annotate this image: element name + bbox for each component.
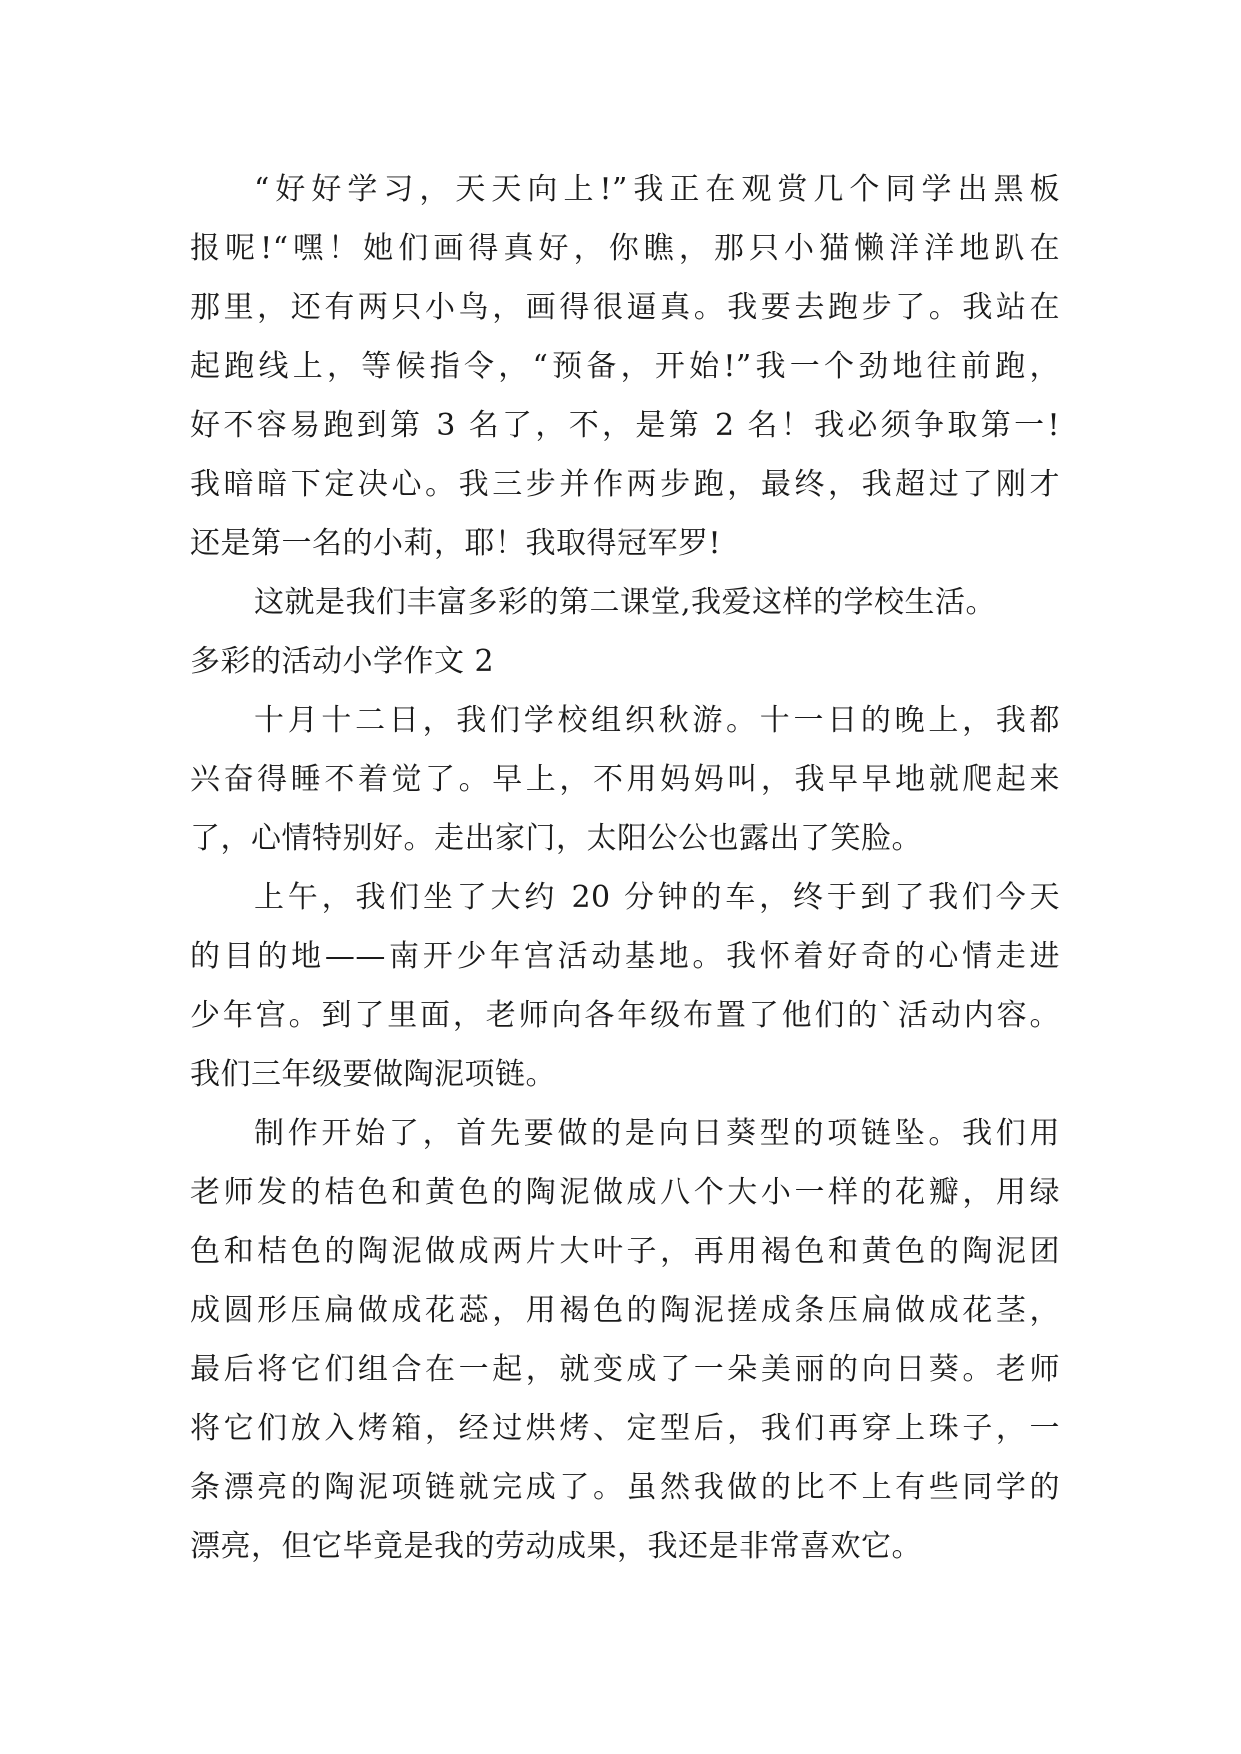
- text-line: 最后将它们组合在一起，就变成了一朵美丽的向日葵。老师: [190, 1352, 1060, 1387]
- text-line: 将它们放入烤箱，经过烘烤、定型后，我们再穿上珠子，一: [190, 1411, 1060, 1446]
- text-line: 条漂亮的陶泥项链就完成了。虽然我做的比不上有些同学的: [190, 1470, 1060, 1505]
- paragraph-autumn-trip: [190, 691, 1060, 868]
- text-line: 漂亮，但它毕竟是我的劳动成果，我还是非常喜欢它。: [190, 1529, 922, 1564]
- text-line: 十月十二日，我们学校组织秋游。十一日的晚上，我都: [254, 703, 1060, 738]
- text-line: 少年宫。到了里面，老师向各年级布置了他们的`活动内容。: [190, 998, 1060, 1033]
- text-line: 多彩的活动小学作文 2: [190, 644, 495, 679]
- text-line: 上午，我们坐了大约 20 分钟的车，终于到了我们今天: [254, 880, 1060, 915]
- text-line: 起跑线上，等候指令，“预备，开始!”我一个劲地往前跑，: [190, 349, 1060, 384]
- paragraph-destination: [190, 868, 1060, 1104]
- text-line: 制作开始了，首先要做的是向日葵型的项链坠。我们用: [254, 1116, 1060, 1151]
- paragraph-making-necklace: [190, 1104, 1060, 1576]
- text-line: 那里，还有两只小鸟，画得很逼真。我要去跑步了。我站在: [190, 290, 1060, 325]
- paragraph-running-race: [190, 160, 1060, 573]
- text-line: 报呢!“嘿！她们画得真好，你瞧，那只小猫懒洋洋地趴在: [190, 231, 1060, 266]
- text-line: 还是第一名的小莉，耶！我取得冠军罗!: [190, 526, 722, 561]
- text-line: 成圆形压扁做成花蕊，用褐色的陶泥搓成条压扁做成花茎，: [190, 1293, 1060, 1328]
- text-line: 了，心情特别好。走出家门，太阳公公也露出了笑脸。: [190, 821, 922, 856]
- text-line: 老师发的桔色和黄色的陶泥做成八个大小一样的花瓣，用绿: [190, 1175, 1060, 1210]
- text-line: 好不容易跑到第 3 名了，不，是第 2 名！我必须争取第一!: [190, 408, 1060, 443]
- paragraph-conclusion: [190, 573, 1060, 632]
- text-line: 的目的地——南开少年宫活动基地。我怀着好奇的心情走进: [190, 939, 1060, 974]
- text-line: 这就是我们丰富多彩的第二课堂,我爱这样的学校生活。: [254, 585, 997, 620]
- essay-title: [190, 632, 1060, 691]
- essay-body: [190, 160, 1060, 1576]
- text-line: 色和桔色的陶泥做成两片大叶子，再用褐色和黄色的陶泥团: [190, 1234, 1060, 1269]
- text-line: 我们三年级要做陶泥项链。: [190, 1057, 556, 1092]
- text-line: 我暗暗下定决心。我三步并作两步跑，最终，我超过了刚才: [190, 467, 1060, 502]
- text-line: “好好学习，天天向上!”我正在观赏几个同学出黑板: [254, 172, 1060, 207]
- text-line: 兴奋得睡不着觉了。早上，不用妈妈叫，我早早地就爬起来: [190, 762, 1060, 797]
